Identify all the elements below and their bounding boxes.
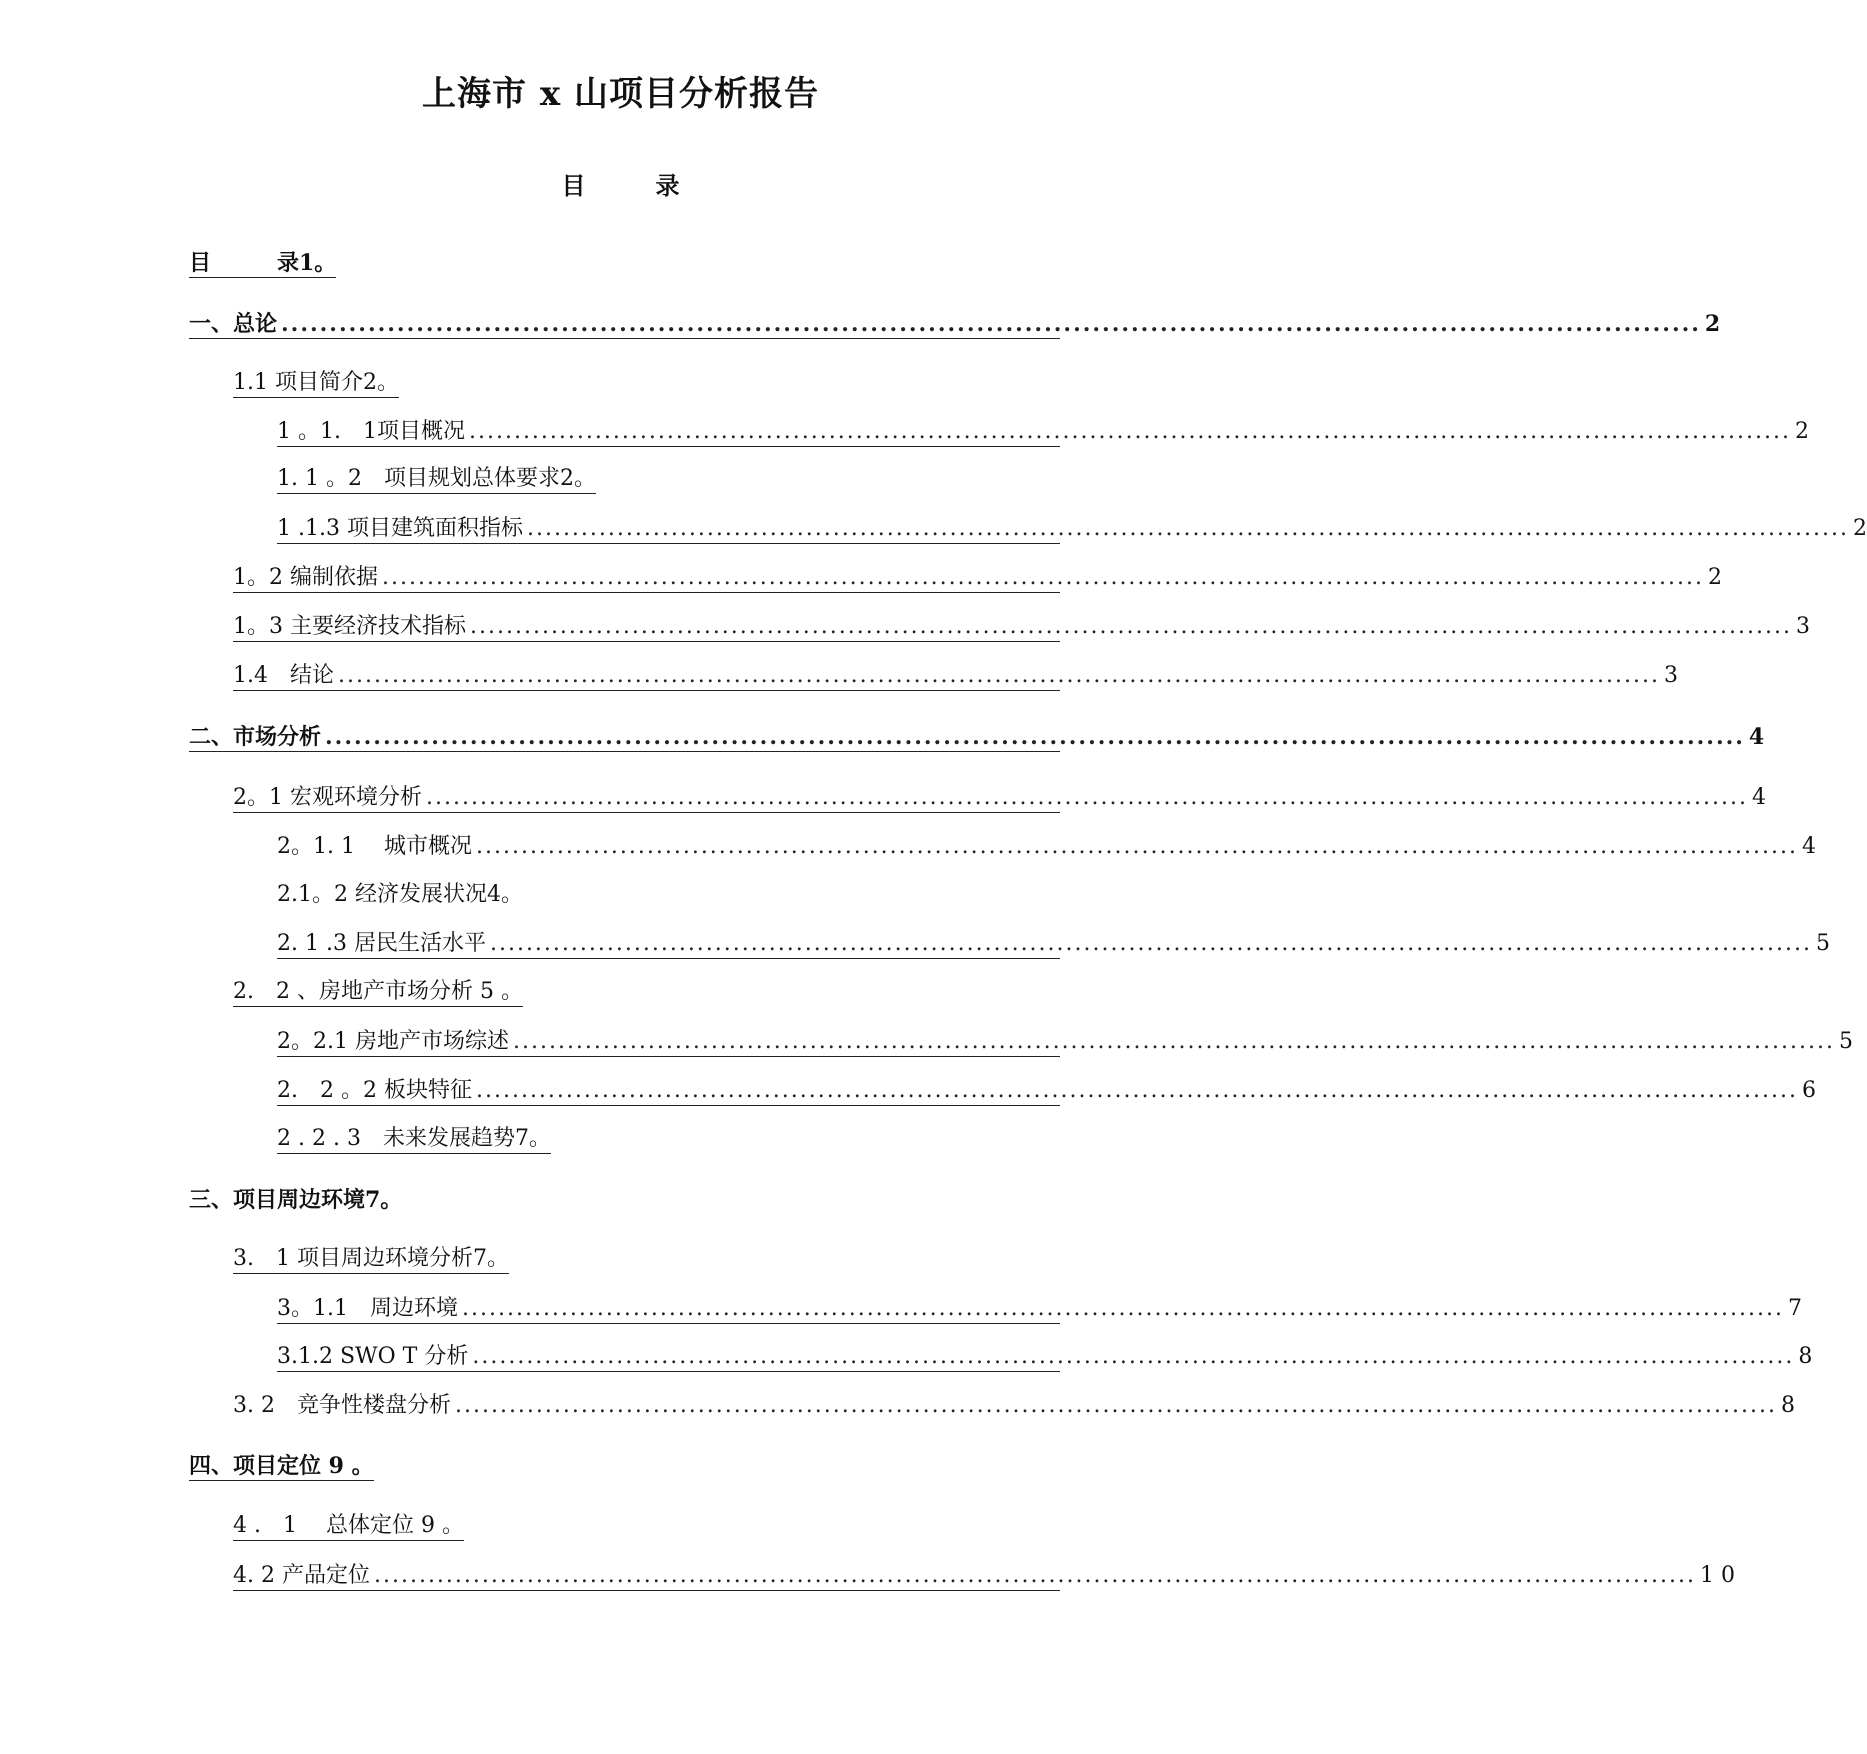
toc-label: 1 。1. 1项目概况	[277, 419, 465, 444]
toc-link-1-1-3[interactable]	[277, 513, 1867, 544]
toc-label: 1. 1 。2 项目规划总体要求2。	[277, 465, 596, 494]
toc-label: 1 .1.3 项目建筑面积指标	[277, 516, 523, 541]
toc-page-number: 2	[1708, 565, 1722, 590]
toc-link-2-1[interactable]	[233, 782, 1766, 813]
toc-leader-dots: ...................................................................................................................................................	[468, 419, 1791, 444]
toc-link-2-2-1[interactable]	[277, 1026, 1853, 1057]
toc-label: 4 . 1 总体定位 9 。	[233, 1512, 464, 1541]
toc-leader-dots: ...................................................................................................................................................	[454, 1393, 1777, 1418]
toc-link-chapter-3[interactable]	[189, 1184, 402, 1214]
toc-link-chapter-2[interactable]	[189, 721, 1765, 752]
toc-page-number: 3	[1796, 614, 1810, 639]
toc-link-1-2[interactable]	[233, 562, 1722, 593]
toc-link-1-3[interactable]	[233, 611, 1810, 642]
toc-link-chapter-4[interactable]	[189, 1451, 374, 1481]
toc-label: 1.1 项目简介2。	[233, 369, 399, 398]
toc-heading-left: 目	[561, 171, 586, 200]
toc-link-contents[interactable]	[189, 248, 336, 278]
toc-label: 3。1.1 周边环境	[277, 1296, 458, 1321]
toc-link-3-1-2[interactable]	[277, 1341, 1813, 1372]
toc-link-2-2-3[interactable]	[277, 1124, 551, 1154]
toc-page-number: 4	[1748, 724, 1765, 750]
toc-label: 2。1 宏观环境分析	[233, 785, 422, 810]
toc-leader-dots: ...................................................................................................................................................	[472, 1344, 1795, 1369]
toc-page-number: 5	[1838, 1029, 1853, 1054]
toc-label: 2. 2 、房地产市场分析 5 。	[233, 978, 523, 1007]
toc-label: 2. 2 。2 板块特征	[277, 1078, 472, 1103]
toc-link-2-1-1[interactable]	[277, 831, 1816, 861]
toc-link-3-1[interactable]	[233, 1244, 509, 1274]
toc-heading	[0, 166, 1241, 201]
toc-label: 1。3 主要经济技术指标	[233, 614, 466, 639]
toc-leader-dots: ...................................................................................................................................................	[281, 311, 1701, 337]
toc-page-number: 4	[1801, 834, 1816, 859]
toc-label: 一、总论	[189, 311, 278, 337]
toc-leader-dots: ...................................................................................................................................................	[512, 1029, 1835, 1054]
document-title: 上海市 x 山项目分析报告	[422, 74, 819, 114]
toc-page-number: 5	[1815, 931, 1830, 956]
toc-label: 1。2 编制依据	[233, 565, 378, 590]
toc-link-2-2-2[interactable]	[277, 1075, 1816, 1106]
toc-label: 3. 2 竞争性楼盘分析	[233, 1393, 451, 1418]
toc-link-2-1-3[interactable]	[277, 928, 1830, 959]
toc-label: 2。1. 1 城市概况	[277, 834, 472, 859]
toc-label: 3. 1 项目周边环境分析7。	[233, 1245, 509, 1274]
toc-leader-dots: ...................................................................................................................................................	[475, 1078, 1798, 1103]
toc-page-number: 2	[1852, 516, 1867, 541]
toc-link-1-1-2[interactable]	[277, 464, 596, 494]
toc-leader-dots: ...................................................................................................................................................	[526, 516, 1849, 541]
toc-page-number: 7	[1788, 1296, 1802, 1321]
toc-label: 四、项目定位 9 。	[189, 1453, 374, 1479]
toc-label: 2 . 2 . 3 未来发展趋势7。	[277, 1125, 551, 1154]
toc-leader-dots: ...................................................................................................................................................	[382, 565, 1704, 590]
toc-label: 2.1。2 经济发展状况4。	[277, 882, 523, 907]
toc-leader-dots: ...................................................................................................................................................	[475, 834, 1798, 859]
toc-page-number: 3	[1664, 663, 1678, 688]
toc-label: 3.1.2 SWO T 分析	[277, 1344, 469, 1369]
toc-leader-dots: ...................................................................................................................................................	[426, 785, 1748, 810]
toc-leader-dots: ...................................................................................................................................................	[338, 663, 1660, 688]
toc-leader-dots: ...................................................................................................................................................	[489, 931, 1812, 956]
toc-link-3-2[interactable]	[233, 1390, 1795, 1420]
toc-page-number: 2	[1794, 419, 1809, 444]
toc-link-1-1[interactable]	[233, 368, 399, 398]
toc-label: 2。2.1 房地产市场综述	[277, 1029, 509, 1054]
toc-label: 2. 1 .3 居民生活水平	[277, 931, 486, 956]
toc-label: 1.4 结论	[233, 663, 334, 688]
toc-leader-dots: ...................................................................................................................................................	[470, 614, 1792, 639]
toc-page-number: 2	[1704, 311, 1721, 337]
toc-page-number: 6	[1801, 1078, 1816, 1103]
toc-link-4-2[interactable]	[233, 1560, 1735, 1591]
toc-label: 4. 2 产品定位	[233, 1563, 370, 1588]
toc-page-number: 8	[1780, 1393, 1795, 1418]
toc-page-number: 4	[1752, 785, 1766, 810]
toc-label: 三、项目周边环境7。	[189, 1187, 403, 1213]
toc-page-number: 1 0	[1699, 1563, 1735, 1588]
toc-link-3-1-1[interactable]	[277, 1293, 1802, 1324]
toc-link-4-1[interactable]	[233, 1511, 464, 1541]
toc-leader-dots: ...................................................................................................................................................	[325, 724, 1745, 750]
toc-page-number: 8	[1798, 1344, 1813, 1369]
toc-leader-dots: ...................................................................................................................................................	[462, 1296, 1784, 1321]
toc-leader-dots: ...................................................................................................................................................	[373, 1563, 1696, 1588]
toc-heading-right: 录	[655, 171, 680, 200]
toc-link-2-1-2[interactable]	[277, 879, 523, 909]
toc-label: 二、市场分析	[189, 724, 322, 750]
toc-link-1-1-1[interactable]	[277, 416, 1809, 447]
toc-label: 目 录1。	[189, 250, 337, 276]
toc-link-chapter-1[interactable]	[189, 308, 1721, 339]
toc-link-1-4[interactable]	[233, 660, 1678, 691]
toc-link-2-2[interactable]	[233, 977, 523, 1007]
